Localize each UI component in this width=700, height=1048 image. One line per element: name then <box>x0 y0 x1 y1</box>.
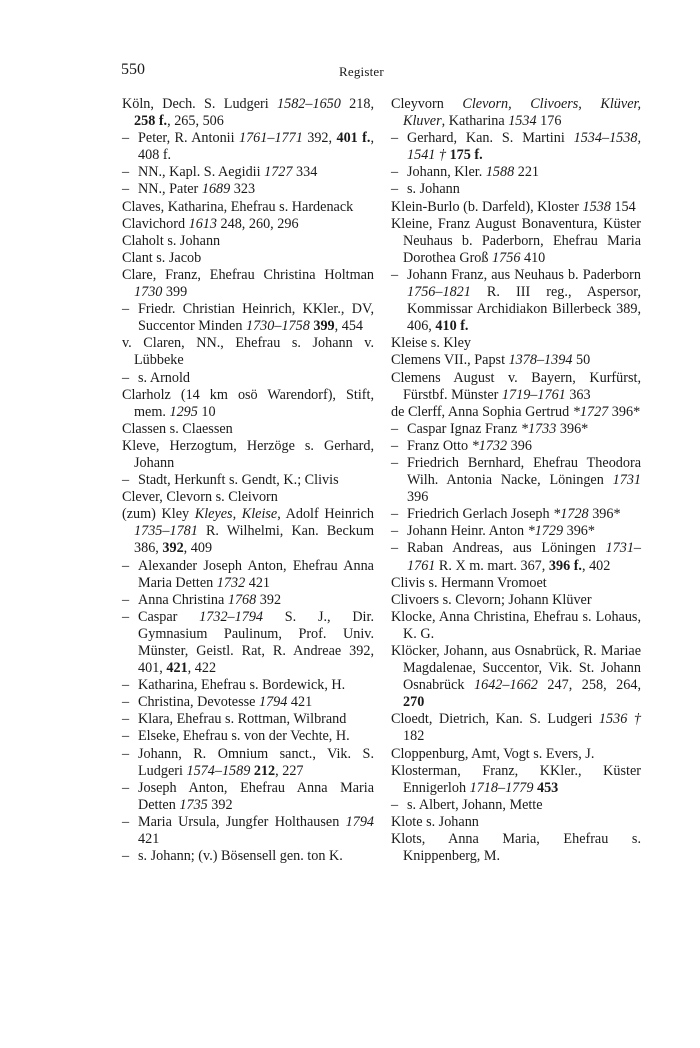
index-subentry: – s. Arnold <box>122 370 374 387</box>
index-subentry: – Johann Heinr. Anton *1729 396* <box>391 523 641 540</box>
index-entry: Klein-Burlo (b. Darfeld), Kloster 1538 154 <box>391 198 636 215</box>
page-number: 550 <box>121 61 145 78</box>
index-entry: Kleine, Franz August Bonaventura, Küster Neuhaus b. Paderborn, Ehefrau Maria Dorothea Groß 1756 410 <box>391 215 641 266</box>
running-head: Register <box>339 64 384 79</box>
index-entry: Cloedt, Dietrich, Kan. S. Ludgeri 1536 † 182 <box>391 711 641 745</box>
index-entry: de Clerff, Anna Sophia Gertrud *1727 396* <box>391 403 641 420</box>
index-entry: Clemens August v. Bayern, Kurfürst, Fürstbf. Münster 1719–1761 363 <box>391 369 641 403</box>
index-entry: Kleise s. Kley <box>391 335 471 352</box>
index-subentry: – NN., Kapl. S. Aegidii 1727 334 <box>122 164 374 181</box>
index-entry: Clavichord 1613 248, 260, 296 <box>122 215 299 232</box>
index-subentry: – Joseph Anton, Ehefrau Anna Maria Detten 1735 392 <box>122 780 374 814</box>
index-subentry: – Franz Otto *1732 396 <box>391 438 641 455</box>
index-entry: Clarholz (14 km osö Warendorf), Stift, mem. 1295 10 <box>122 386 374 420</box>
index-subentry: – s. Johann; (v.) Bösensell gen. ton K. <box>122 848 374 865</box>
index-entry: Kleve, Herzogtum, Herzöge s. Gerhard, Johann <box>122 437 374 471</box>
index-entry: Klocke, Anna Christina, Ehefrau s. Lohaus, K. G. <box>391 608 641 642</box>
index-subentry: – Johann Franz, aus Neuhaus b. Paderborn 1756–1821 R. III reg., Aspersor, Kommissar Archidiakon Billerbeck 389, 406, 410 f. <box>391 267 641 335</box>
index-entry: Köln, Dech. S. Ludgeri 1582–1650 218, 258 f., 265, 506 <box>122 96 374 130</box>
index-subentry: – Klara, Ehefrau s. Rottman, Wilbrand <box>122 711 374 728</box>
index-entry: Klosterman, Franz, KKler., Küster Ennigerloh 1718–1779 453 <box>391 762 641 796</box>
index-subentry: – Raban Andreas, aus Löningen 1731–1761 R. X m. mart. 367, 396 f., 402 <box>391 540 641 574</box>
index-entry: Clant s. Jacob <box>122 249 202 266</box>
index-entry: Cleyvorn Clevorn, Clivoers, Klüver, Kluver, Katharina 1534 176 <box>391 96 641 130</box>
index-entry: Classen s. Claessen <box>122 420 233 437</box>
index-subentry: – Maria Ursula, Jungfer Holthausen 1794 421 <box>122 814 374 848</box>
index-subentry: – s. Albert, Johann, Mette <box>391 797 641 814</box>
index-subentry: – Johann, R. Omnium sanct., Vik. S. Ludgeri 1574–1589 212, 227 <box>122 746 374 780</box>
index-entry: (zum) Kley Kleyes, Kleise, Adolf Heinrich 1735–1781 R. Wilhelmi, Kan. Beckum 386, 392, 409 <box>122 506 374 557</box>
index-subentry: – Stadt, Herkunft s. Gendt, K.; Clivis <box>122 472 374 489</box>
index-subentry: – Caspar Ignaz Franz *1733 396* <box>391 421 641 438</box>
index-column-left <box>122 96 374 865</box>
index-entry: Claves, Katharina, Ehefrau s. Hardenack <box>122 198 354 215</box>
index-column-right <box>391 96 641 865</box>
index-entry: Clare, Franz, Ehefrau Christina Holtman 1730 399 <box>122 266 374 301</box>
index-subentry: – Johann, Kler. 1588 221 <box>391 164 641 181</box>
index-subentry: – Friedrich Bernhard, Ehefrau Theodora Wilh. Antonia Nacke, Löningen 1731 396 <box>391 455 641 506</box>
index-subentry: – Elseke, Ehefrau s. von der Vechte, H. <box>122 728 374 745</box>
index-subentry: – s. Johann <box>391 181 641 198</box>
index-subentry: – Gerhard, Kan. S. Martini 1534–1538, 1541 † 175 f. <box>391 130 641 164</box>
index-subentry: – Friedr. Christian Heinrich, KKler., DV, Succentor Minden 1730–1758 399, 454 <box>122 301 374 335</box>
index-entry: Clever, Clevorn s. Cleivorn <box>122 489 278 506</box>
index-subentry: – Peter, R. Antonii 1761–1771 392, 401 f., 408 f. <box>122 130 374 164</box>
index-subentry: – Friedrich Gerlach Joseph *1728 396* <box>391 506 641 523</box>
index-subentry: – Christina, Devotesse 1794 421 <box>122 694 374 711</box>
index-subentry: – Alexander Joseph Anton, Ehefrau Anna Maria Detten 1732 421 <box>122 558 374 592</box>
index-entry: Klots, Anna Maria, Ehefrau s. Knippenberg, M. <box>391 831 641 865</box>
index-entry: Cloppenburg, Amt, Vogt s. Evers, J. <box>391 745 595 762</box>
index-entry: v. Claren, NN., Ehefrau s. Johann v. Lübbeke <box>122 335 374 369</box>
index-entry: Clemens VII., Papst 1378–1394 50 <box>391 352 591 369</box>
index-entry: Klöcker, Johann, aus Osnabrück, R. Mariae Magdalenae, Succentor, Vik. St. Johann Osnabrück 1642–1662 247, 258, 264, 270 <box>391 643 641 711</box>
index-subentry: – NN., Pater 1689 323 <box>122 181 374 198</box>
index-entry: Clivoers s. Clevorn; Johann Klüver <box>391 591 592 608</box>
index-subentry: – Caspar 1732–1794 S. J., Dir. Gymnasium Paulinum, Prof. Univ. Münster, Geistl. Rat, R. Andreae 392, 401, 421, 422 <box>122 609 374 677</box>
index-entry: Klote s. Johann <box>391 813 479 830</box>
index-entry: Claholt s. Johann <box>122 232 221 249</box>
index-subentry: – Anna Christina 1768 392 <box>122 592 374 609</box>
index-subentry: – Katharina, Ehefrau s. Bordewick, H. <box>122 677 374 694</box>
index-entry: Clivis s. Hermann Vromoet <box>391 574 547 591</box>
